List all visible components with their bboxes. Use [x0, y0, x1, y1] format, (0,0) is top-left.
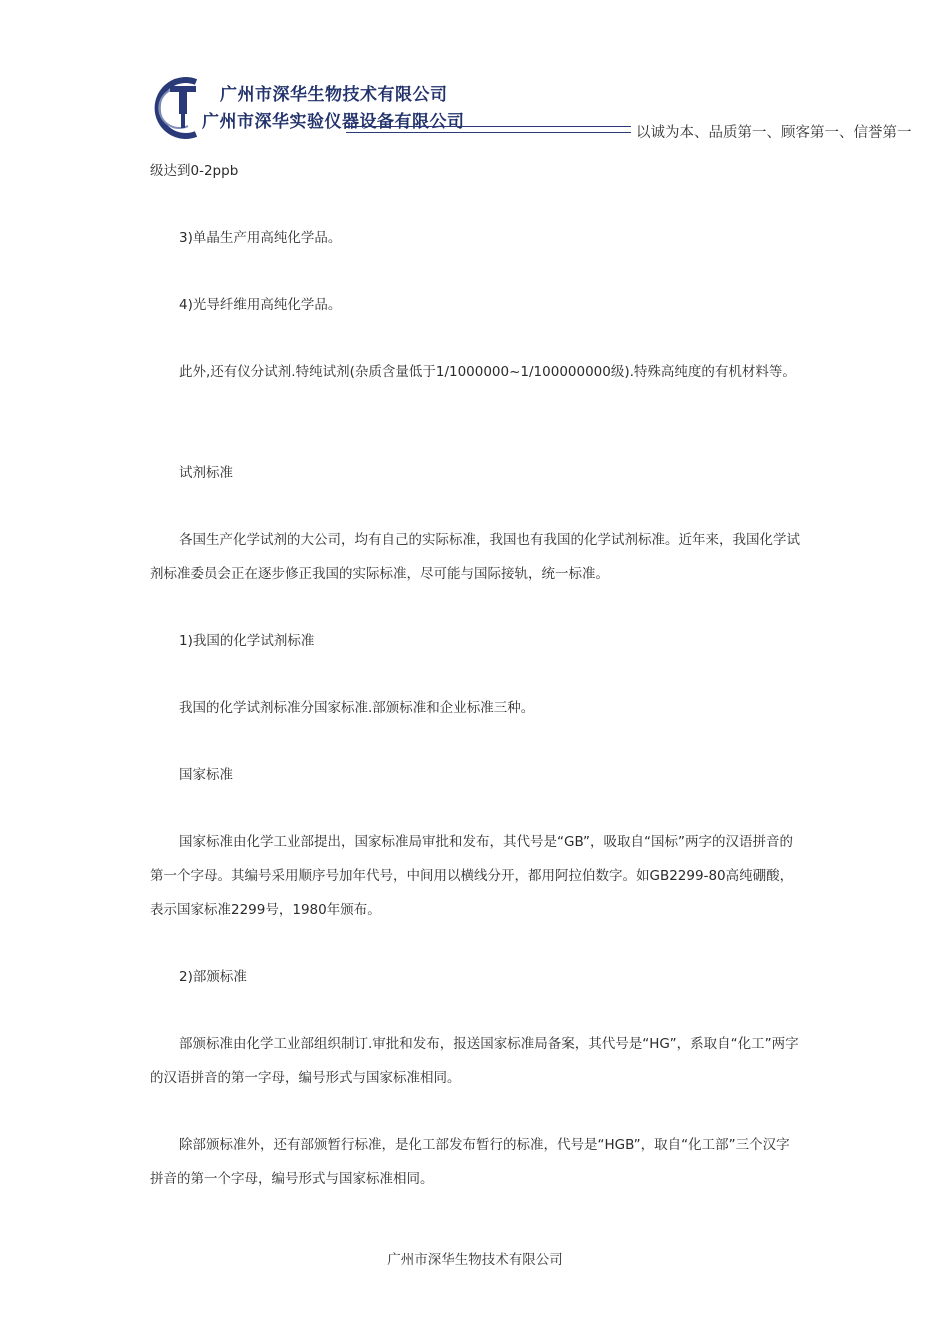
company-name-secondary: 广州市深华实验仪器设备有限公司: [202, 112, 465, 132]
paragraph-continuation: 级达到0-2ppb: [150, 163, 239, 179]
list-item-4: 4)光导纤维用高纯化学品。: [179, 297, 342, 313]
paragraph-national-standard: 国家标准由化学工业部提出，国家标准局审批和发布，其代号是“GB”，吸取自“国标”两字的汉语拼音的第一个字母。其编号采用顺序号加年代号，中间用以横线分开，都用阿拉伯数字。如GB2299-80高纯硼酸，表示国家标准2299号，1980年颁布。: [150, 834, 794, 918]
page-footer: 广州市深华生物技术有限公司: [387, 1252, 563, 1268]
subheading-national-standard: 国家标准: [179, 767, 233, 783]
list-item-3: 3)单晶生产用高纯化学品。: [179, 230, 342, 246]
subheading-ministry-standard: 2)部颁标准: [179, 969, 247, 985]
company-name-primary: 广州市深华生物技术有限公司: [220, 85, 448, 105]
company-slogan: 以诚为本、品质第一、顾客第一、信誉第一: [636, 125, 912, 141]
paragraph-standards-intro: 各国生产化学试剂的大公司，均有自己的实际标准，我国也有我国的化学试剂标准。近年来，我国化学试剂标准委员会正在逐步修正我国的实际标准，尽可能与国际接轨，统一标准。: [150, 532, 800, 582]
page-header: [148, 76, 912, 141]
subheading-national-reagent-standards: 1)我国的化学试剂标准: [179, 633, 315, 649]
company-logo-icon: [148, 76, 208, 140]
section-heading-reagent-standards: 试剂标准: [179, 465, 233, 481]
header-divider: [346, 126, 631, 133]
paragraph-provisional-standard: 除部颁标准外，还有部颁暂行标准，是化工部发布暂行的标准，代号是“HGB”，取自“化工部”三个汉字拼音的第一个字母，编号形式与国家标准相同。: [150, 1137, 790, 1187]
paragraph-ministry-standard: 部颁标准由化学工业部组织制订.审批和发布，报送国家标准局备案，其代号是“HG”，系取自“化工”两字的汉语拼音的第一字母，编号形式与国家标准相同。: [150, 1036, 799, 1086]
paragraph-standard-types: 我国的化学试剂标准分国家标准.部颁标准和企业标准三种。: [179, 700, 535, 716]
paragraph-other-reagents: 此外,还有仪分试剂.特纯试剂(杂质含量低于1/1000000~1/100000000级).特殊高纯度的有机材料等。: [179, 364, 796, 380]
